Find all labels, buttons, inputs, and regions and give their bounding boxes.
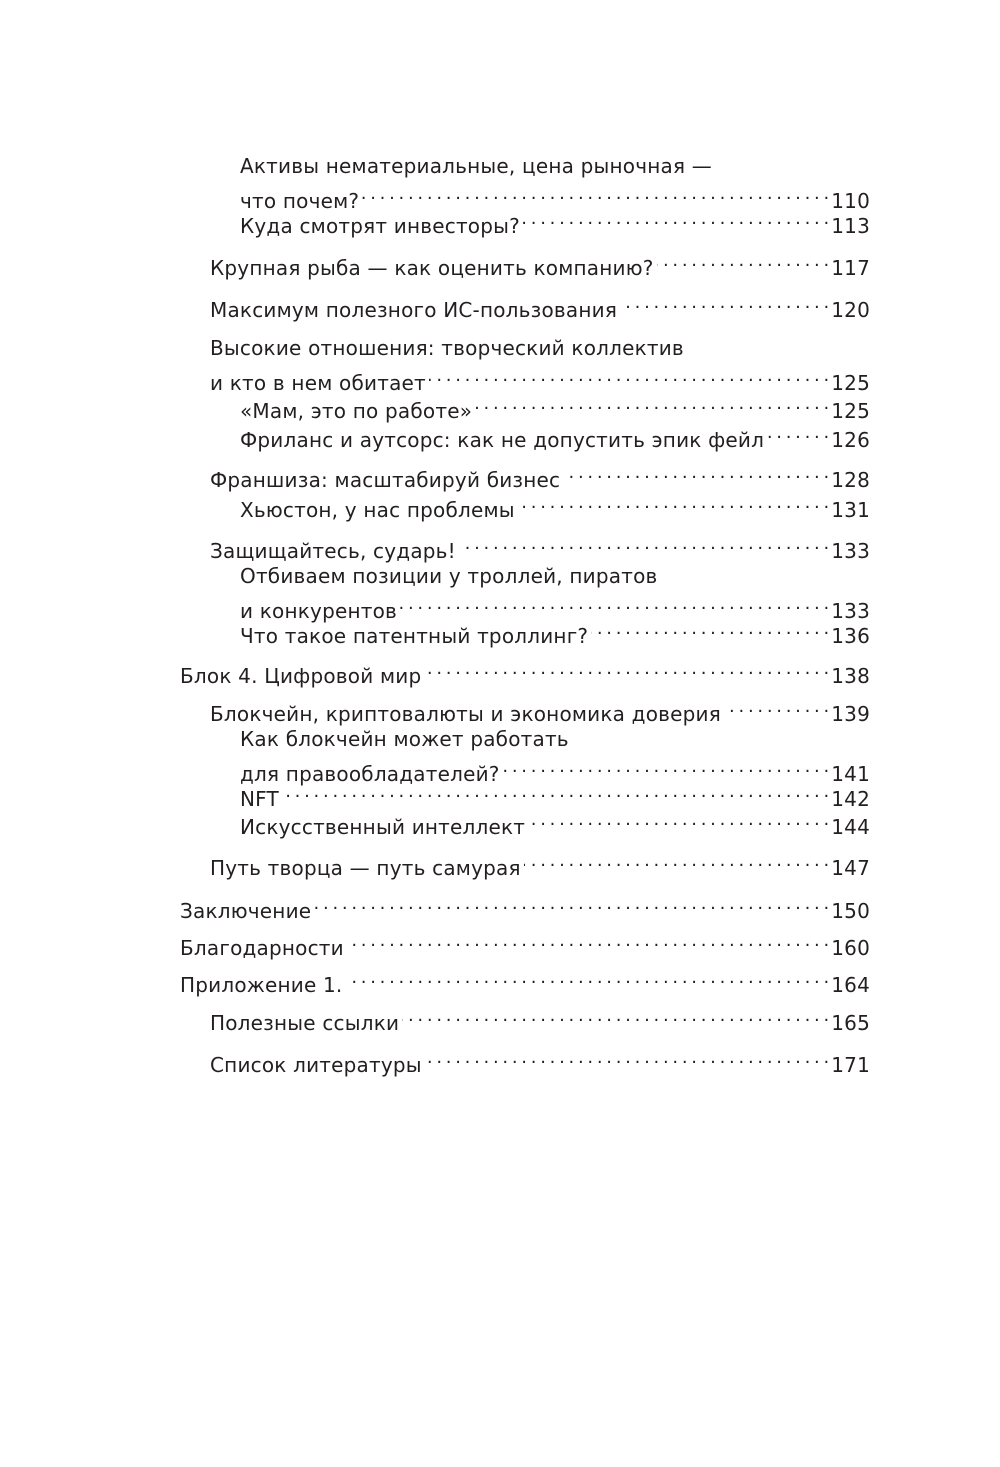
dot-leader	[523, 205, 828, 233]
dot-leader	[518, 489, 828, 517]
toc-entry[interactable]	[210, 693, 870, 728]
toc-entry-title: Путь творца — путь самурая	[210, 856, 521, 880]
dot-leader	[724, 693, 828, 721]
toc-entry-title-line: что почем?	[240, 189, 360, 213]
dot-leader	[362, 180, 828, 208]
toc-entry[interactable]	[240, 489, 870, 524]
dot-leader	[424, 655, 828, 683]
toc-entry-title: Хьюстон, у нас проблемы	[240, 498, 515, 522]
toc-page-number: 133	[831, 599, 870, 623]
toc-entry-title: Защищайтесь, сударь!	[210, 539, 456, 563]
dot-leader	[429, 362, 828, 390]
toc-entry-title: Максимум полезного ИС-пользования	[210, 298, 618, 322]
dot-leader	[402, 1002, 828, 1030]
toc-entry-title-line: для правообладателей?	[240, 762, 500, 786]
dot-leader	[425, 1044, 828, 1072]
toc-entry[interactable]	[210, 1002, 870, 1037]
toc-entry-title: Крупная рыба — как оценить компанию?	[210, 256, 654, 280]
toc-entry[interactable]	[180, 890, 870, 925]
toc-page-number: 133	[831, 539, 870, 563]
toc-entry-title: Приложение 1.	[180, 973, 343, 997]
toc-page-number: 160	[831, 936, 870, 960]
dot-leader	[524, 847, 829, 875]
toc-page-number: 110	[831, 189, 870, 213]
toc-page-number: 120	[831, 298, 870, 322]
dot-leader	[459, 530, 828, 558]
toc-entry-title: Заключение	[180, 899, 312, 923]
toc-page-number: 125	[831, 399, 870, 423]
toc-entry[interactable]	[180, 927, 870, 962]
toc-entry-title: Искусственный интеллект	[240, 815, 526, 839]
toc-entry[interactable]	[210, 334, 870, 397]
toc-entry[interactable]	[240, 205, 870, 240]
toc-entry[interactable]	[240, 615, 870, 650]
toc-page-number: 125	[831, 371, 870, 395]
toc-page-number: 165	[831, 1011, 870, 1035]
toc-entry-title: Блок 4. Цифровой мир	[180, 664, 422, 688]
toc-page-number: 150	[831, 899, 870, 923]
toc-entry[interactable]	[180, 655, 870, 690]
dot-leader	[314, 890, 828, 918]
dot-leader	[475, 390, 828, 418]
toc-entry-title: Куда смотрят инвесторы?	[240, 214, 520, 238]
toc-page-number: 136	[831, 624, 870, 648]
toc-page-number: 142	[831, 787, 870, 811]
dot-leader	[657, 247, 829, 275]
toc-entry[interactable]	[210, 247, 870, 282]
toc-entry-title: Франшиза: масштабируй бизнес	[210, 468, 561, 492]
toc-entry[interactable]	[210, 847, 870, 882]
toc-page-number: 171	[831, 1053, 870, 1077]
toc-entry-title: NFT	[240, 787, 279, 811]
dot-leader	[767, 419, 828, 447]
toc-page-number: 144	[831, 815, 870, 839]
toc-page-number: 141	[831, 762, 870, 786]
toc-page-number: 126	[831, 428, 870, 452]
toc-page-number: 164	[831, 973, 870, 997]
toc-page-number: 139	[831, 702, 870, 726]
dot-leader	[346, 964, 829, 992]
toc-page-number: 113	[831, 214, 870, 238]
dot-leader	[400, 590, 828, 618]
toc-entry-title: Фриланс и аутсорс: как не допустить эпик фейл	[240, 428, 765, 452]
dot-leader	[528, 806, 828, 834]
toc-entry-title-line: Активы нематериальные, цена рыночная —	[240, 154, 712, 178]
toc-entry-title-line: Высокие отношения: творческий коллектив	[210, 336, 684, 360]
dot-leader	[347, 927, 828, 955]
dot-leader	[591, 615, 828, 643]
dot-leader	[503, 753, 829, 781]
toc-page-number: 128	[831, 468, 870, 492]
toc-entry-title: Полезные ссылки	[210, 1011, 400, 1035]
toc-entry-title: Что такое патентный троллинг?	[240, 624, 589, 648]
toc-page-number: 117	[831, 256, 870, 280]
toc-entry-title-line: и конкурентов	[240, 599, 398, 623]
toc-entry[interactable]	[210, 289, 870, 324]
toc-entry-title-line: и кто в нем обитает	[210, 371, 426, 395]
toc-page-number: 131	[831, 498, 870, 522]
toc-page-number: 138	[831, 664, 870, 688]
toc-entry-title-line: Как блокчейн может работать	[240, 727, 569, 751]
toc-entry[interactable]	[210, 1044, 870, 1079]
dot-leader	[563, 459, 828, 487]
toc-entry-title: Блокчейн, криптовалюты и экономика доверия	[210, 702, 721, 726]
toc-entry[interactable]	[240, 419, 870, 454]
toc-entry[interactable]	[240, 806, 870, 841]
toc-page-number: 147	[831, 856, 870, 880]
dot-leader	[620, 289, 828, 317]
toc-entry[interactable]	[180, 964, 870, 999]
dot-leader	[282, 778, 828, 806]
toc-entry-title: Список литературы	[210, 1053, 422, 1077]
toc-entry-title-line: Отбиваем позиции у троллей, пиратов	[240, 564, 658, 588]
toc-entry-title: Благодарности	[180, 936, 344, 960]
toc-entry-title: «Мам, это по работе»	[240, 399, 473, 423]
toc-entry[interactable]	[210, 530, 870, 565]
